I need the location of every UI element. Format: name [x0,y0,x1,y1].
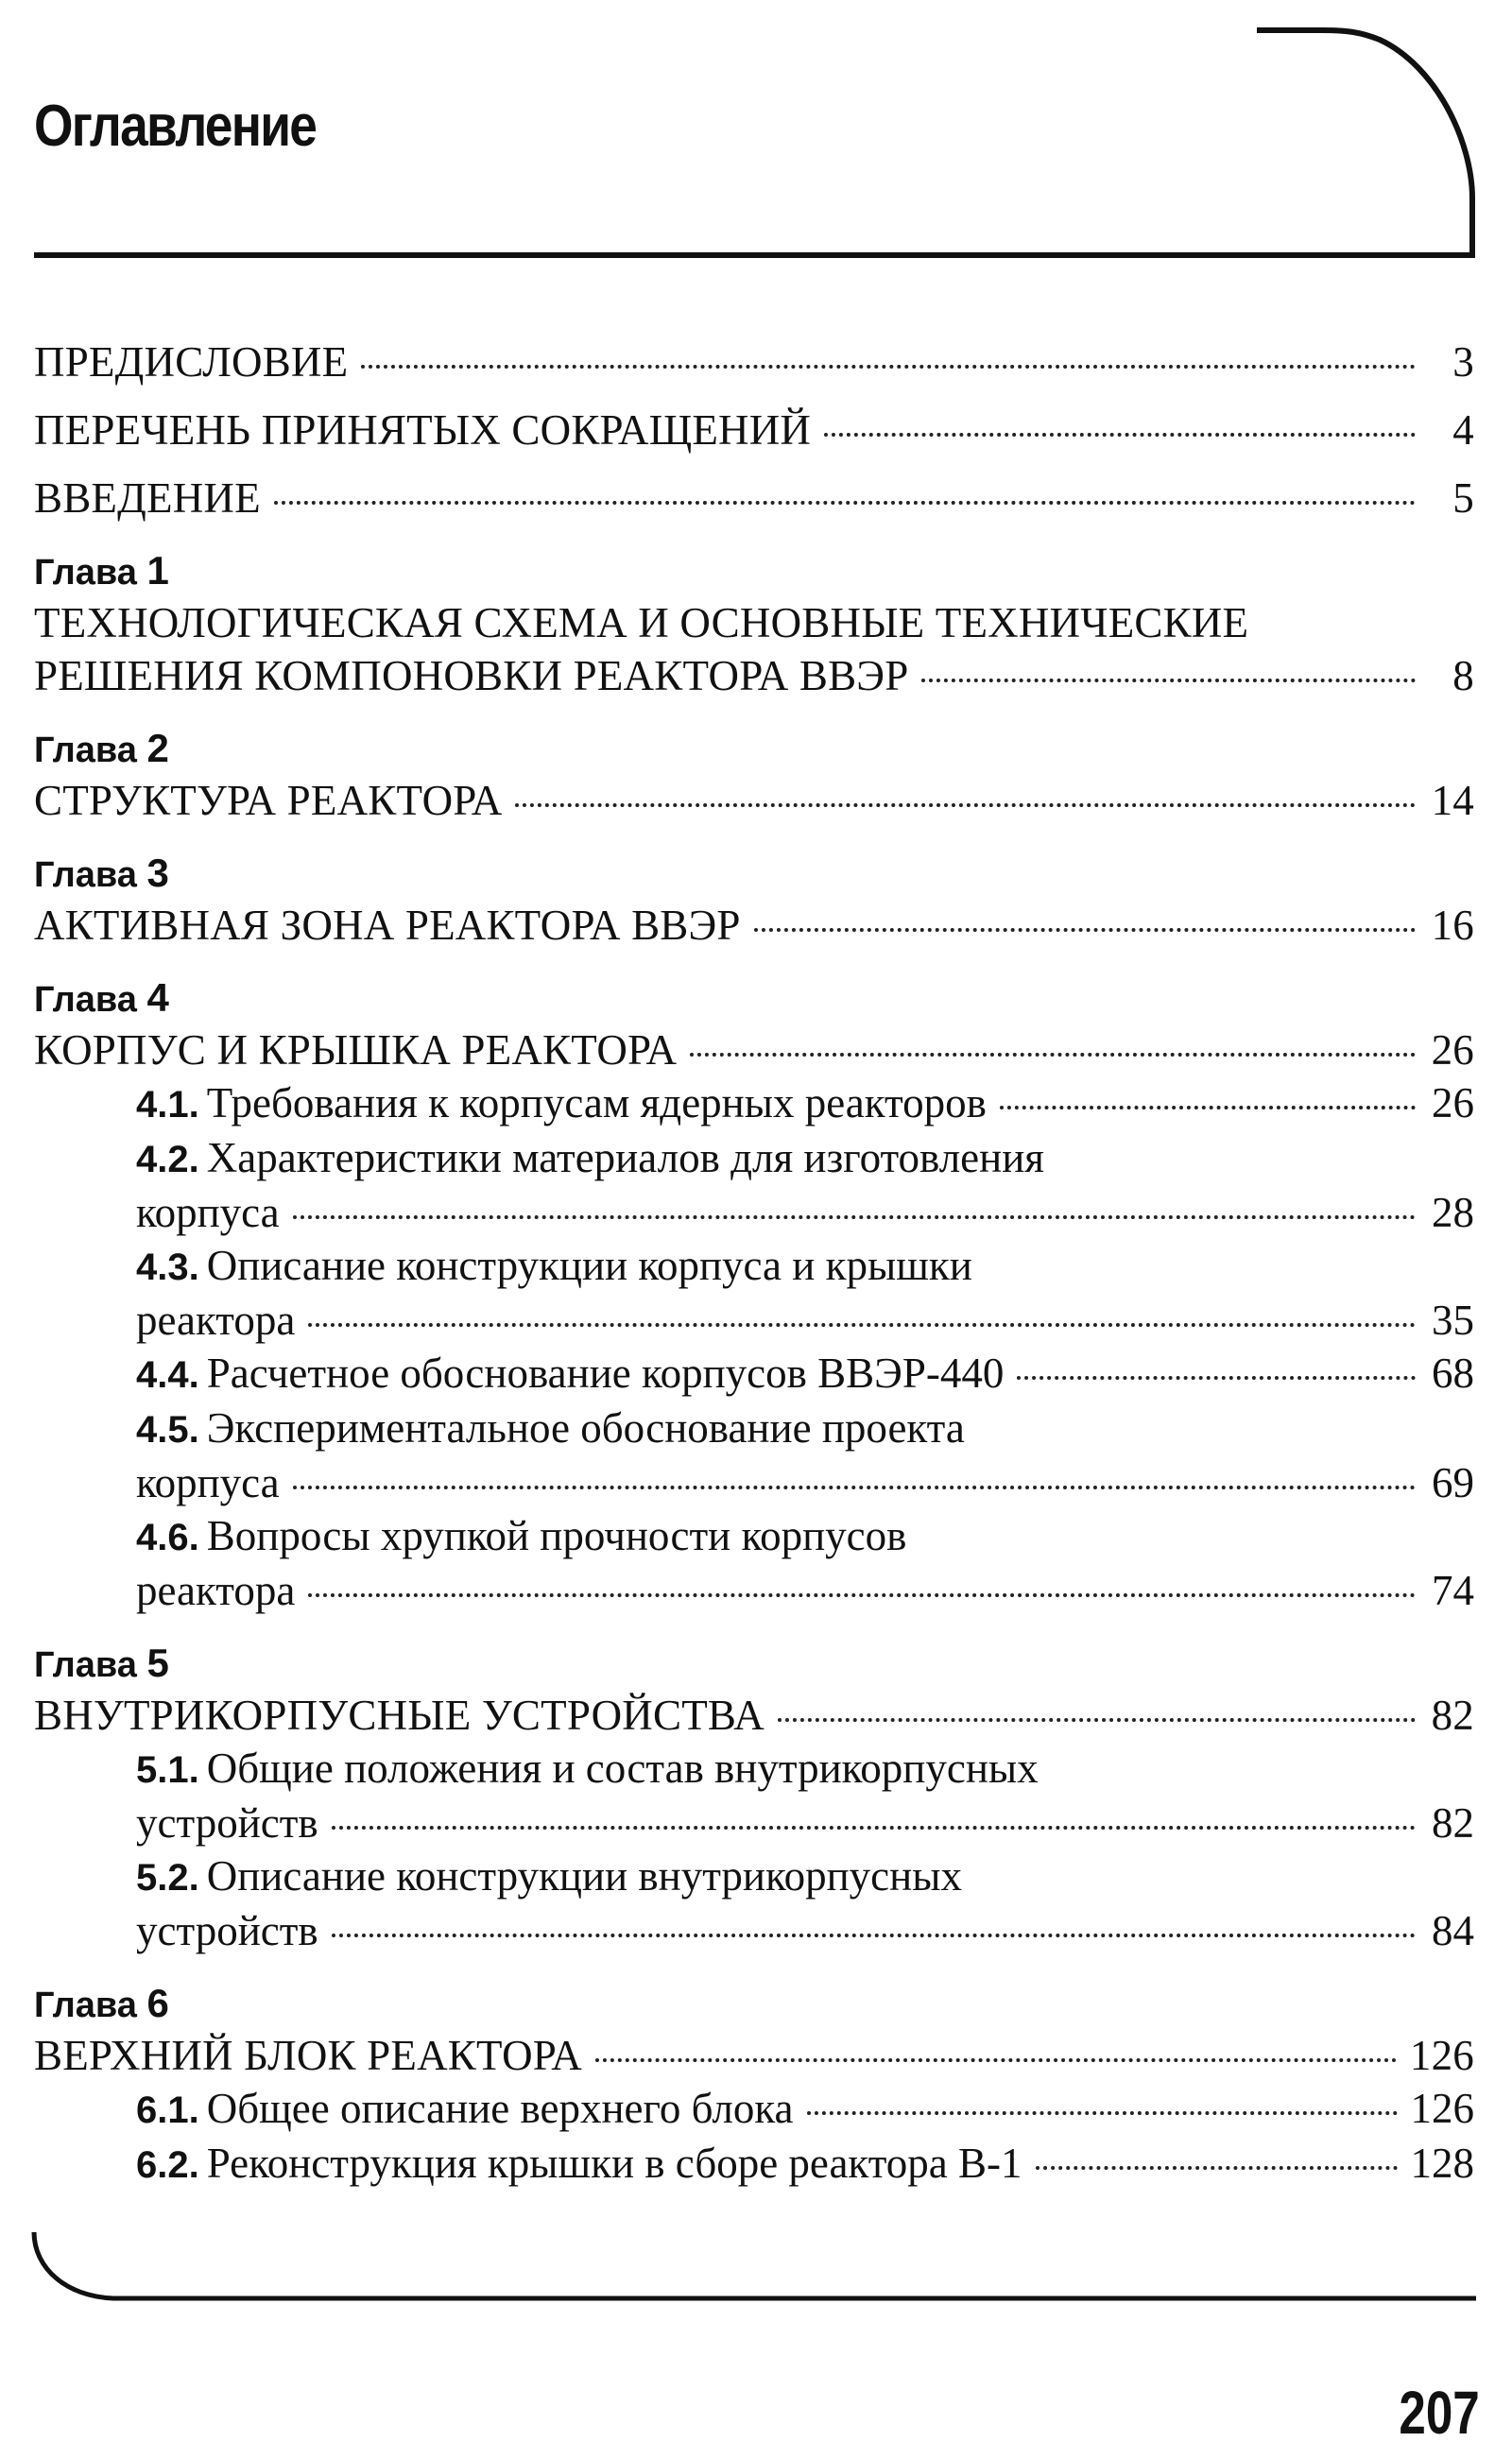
chapter-number: 1 [146,548,169,593]
chapter-number: 6 [146,1981,169,2025]
chapter-label: Глава [34,1645,137,1685]
toc-subentry-title [136,2137,1022,2192]
toc-subentry[interactable] [34,2137,1474,2192]
toc-subentry-line[interactable] [34,1509,1474,1564]
dot-leader [293,1215,1416,1219]
toc-entry-page: 74 [1432,1567,1474,1614]
toc-entry-page: 26 [1431,1026,1474,1074]
page-number: 207 [1399,2379,1480,2447]
toc-subentry-title [136,1347,1004,1401]
section-number: 4.4. [136,1354,199,1396]
toc-subentry-line[interactable] [34,1401,1474,1456]
toc-entry-page: 28 [1432,1189,1474,1236]
chapter-label: Глава [34,731,137,770]
toc-entry-page: 4 [1452,406,1474,454]
toc-entry[interactable] [34,1023,1474,1076]
toc-subentry-title [136,2082,794,2137]
chapter-heading [34,725,1474,774]
dot-leader [1000,1106,1416,1109]
section-number: 4.6. [136,1517,199,1558]
toc-entry-title: АКТИВНАЯ ЗОНА РЕАКТОРА ВВЭР [34,902,741,949]
toc-entry-title: КОРПУС И КРЫШКА РЕАКТОРА [34,1026,678,1074]
chapter-heading [34,1640,1474,1689]
dot-leader [274,501,1416,505]
toc-entry-page: 3 [1452,338,1474,386]
section-number: 5.2. [136,1857,199,1899]
table-of-contents [34,335,1474,2192]
dot-leader [308,1593,1416,1597]
section-title: Общее описание верхнего блока [206,2085,794,2132]
toc-subentry[interactable] [34,1904,1474,1957]
toc-entry-page: 35 [1432,1297,1474,1344]
toc-entry-page: 82 [1432,1799,1474,1847]
toc-subentry[interactable] [34,1186,1474,1239]
toc-entry-page: 84 [1432,1907,1474,1954]
toc-entry-title: ВЕРХНИЙ БЛОК РЕАКТОРА [34,2032,582,2079]
chapter-number: 2 [146,726,169,770]
section-title: Расчетное обоснование корпусов ВВЭР-440 [206,1350,1005,1397]
toc-entry[interactable] [34,2029,1474,2082]
toc-entry-page: 128 [1410,2140,1474,2187]
dot-leader [824,433,1416,437]
section-title: Характеристики материалов для изготовления [206,1134,1045,1181]
toc-entry-title: РЕШЕНИЯ КОМПОНОВКИ РЕАКТОРА ВВЭР [34,652,909,699]
dot-leader [361,365,1416,369]
section-number: 5.1. [136,1749,199,1791]
section-title-cont: устройств [136,1799,318,1847]
section-title: Описание конструкции корпуса и крышки [206,1242,972,1289]
section-number: 4.3. [136,1247,199,1288]
toc-subentry[interactable] [34,1347,1474,1401]
toc-entry-page: 69 [1432,1459,1474,1506]
chapter-label: Глава [34,1986,137,2025]
toc-entry-page: 5 [1452,474,1474,522]
toc-subentry[interactable] [34,1294,1474,1347]
toc-subentry[interactable] [34,1797,1474,1849]
footer-rule [34,2232,1476,2298]
section-title-cont: устройств [136,1907,318,1954]
chapter-label: Глава [34,980,137,1020]
toc-entry-page: 126 [1410,2085,1474,2132]
section-title: Реконструкция крышки в сборе реактора В-1 [206,2140,1022,2187]
toc-subentry-title [136,1076,987,1131]
dot-leader [595,2058,1397,2062]
section-number: 4.5. [136,1409,199,1451]
toc-subentry[interactable] [34,1076,1474,1131]
chapter-number: 4 [146,975,169,1020]
toc-entry-page: 26 [1432,1079,1474,1126]
dot-leader [778,1718,1416,1722]
section-number: 4.2. [136,1139,199,1180]
page-title: Оглавление [34,94,317,159]
section-title: Экспериментальное обоснование проекта [206,1404,965,1452]
toc-entry[interactable] [34,404,1474,456]
dot-leader [515,803,1416,807]
dot-leader [1036,2166,1398,2170]
toc-entry[interactable] [34,472,1474,524]
section-number: 4.1. [136,1084,199,1126]
toc-entry-page: 16 [1431,902,1474,949]
toc-entry-page: 8 [1452,652,1474,699]
chapter-label: Глава [34,553,137,593]
toc-entry[interactable] [34,1689,1474,1742]
toc-entry-title: ВВЕДЕНИЕ [34,474,261,522]
toc-subentry[interactable] [34,1564,1474,1617]
chapter-number: 3 [146,851,169,895]
toc-entry-page: 126 [1409,2032,1474,2079]
chapter-label: Глава [34,855,137,895]
toc-entry-title: ПЕРЕЧЕНЬ ПРИНЯТЫХ СОКРАЩЕНИЙ [34,406,812,454]
dot-leader [754,928,1416,932]
dot-leader [293,1486,1416,1489]
toc-entry-page: 82 [1431,1692,1474,1739]
dot-leader [690,1053,1416,1057]
toc-entry-page: 14 [1431,777,1474,824]
section-title-cont: корпуса [136,1459,280,1506]
section-title-cont: корпуса [136,1189,280,1236]
toc-subentry[interactable] [34,1456,1474,1509]
toc-entry-title-line[interactable]: ТЕХНОЛОГИЧЕСКАЯ СХЕМА И ОСНОВНЫЕ ТЕХНИЧЕСКИЕ [34,599,1249,646]
chapter-number: 5 [146,1641,169,1685]
chapter-heading [34,547,1474,596]
section-number: 6.1. [136,2089,199,2131]
toc-entry[interactable] [34,899,1474,952]
section-title: Описание конструкции внутрикорпусных [206,1852,962,1900]
section-title-cont: реактора [136,1297,296,1344]
toc-entry[interactable] [34,649,1474,702]
dot-leader [308,1323,1416,1327]
toc-entry[interactable] [34,774,1474,827]
section-title: Общие положения и состав внутрикорпусных [206,1745,1039,1792]
section-title: Требования к корпусам ядерных реакторов [206,1079,987,1126]
dot-leader [332,1934,1416,1937]
toc-subentry-line[interactable] [34,1131,1474,1186]
section-number: 6.2. [136,2144,199,2186]
chapter-heading [34,1980,1474,2029]
toc-entry[interactable] [34,335,1474,388]
toc-entry-title: ПРЕДИСЛОВИЕ [34,338,349,386]
chapter-heading [34,850,1474,899]
dot-leader [1017,1376,1416,1380]
section-title: Вопросы хрупкой прочности корпусов [206,1512,907,1559]
toc-entry-title: СТРУКТУРА РЕАКТОРА [34,777,503,824]
toc-subentry-line[interactable] [34,1849,1474,1904]
chapter-heading [34,974,1474,1023]
toc-subentry[interactable] [34,2082,1474,2137]
dot-leader [807,2111,1398,2115]
toc-subentry-line[interactable] [34,1742,1474,1797]
toc-entry-title: ВНУТРИКОРПУСНЫЕ УСТРОЙСТВА [34,1692,765,1739]
section-title-cont: реактора [136,1567,296,1614]
toc-entry-page: 68 [1432,1350,1474,1397]
dot-leader [332,1826,1416,1830]
toc-subentry-line[interactable] [34,1239,1474,1294]
dot-leader [921,679,1416,682]
